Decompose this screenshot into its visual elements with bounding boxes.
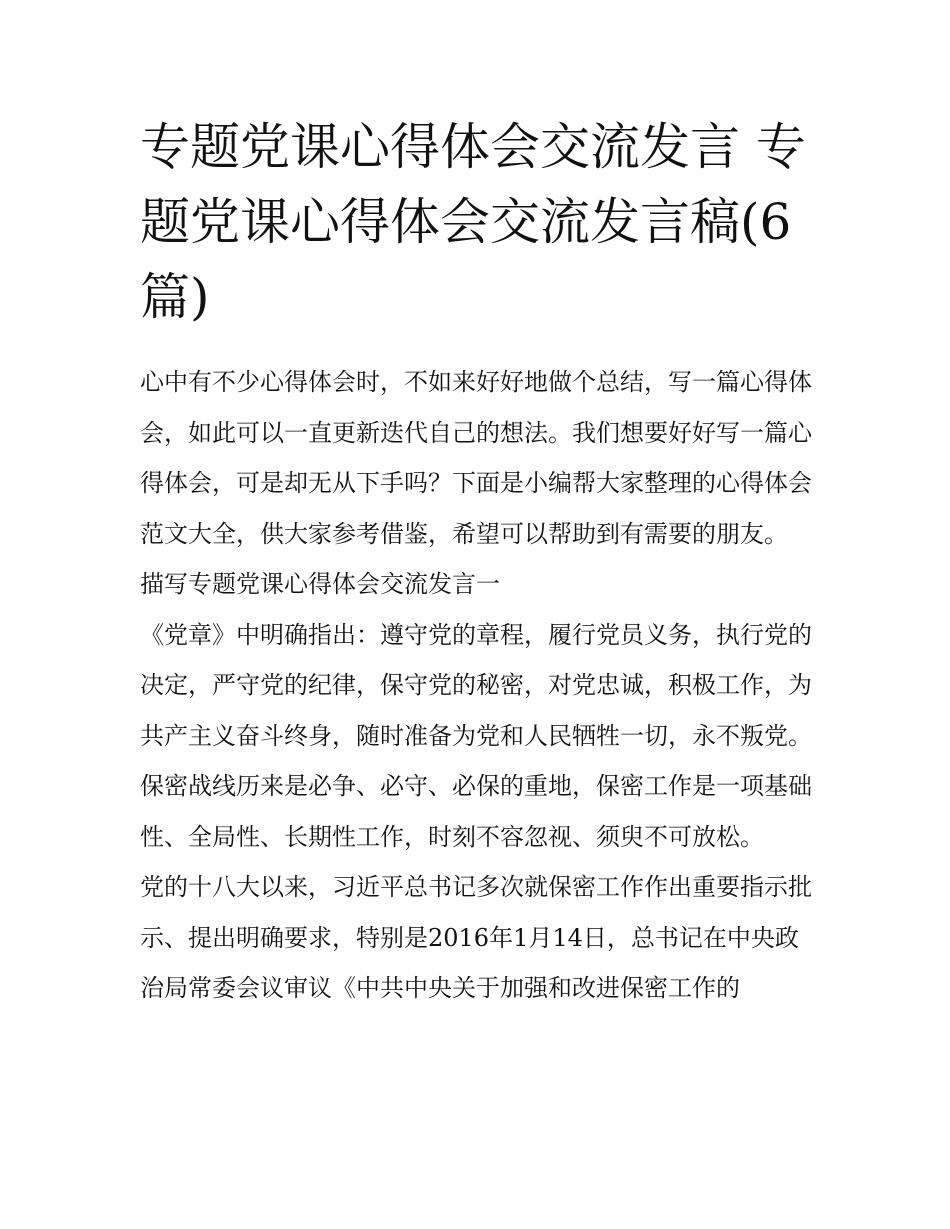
body-paragraph-1: 《党章》中明确指出：遵守党的章程，履行党员义务，执行党的决定，严守党的纪律，保守党的秘密，对党忠诚，积极工作，为共产主义奋斗终身，随时准备为党和人民牺牲一切，永不叛党。保密战线历来是必争、必守、必保的重地，保密工作是一项基础性、全局性、长期性工作，时刻不容忽视、须臾不可放松。 bbox=[140, 620, 812, 851]
section-heading: 描写专题党课心得体会交流发言一 bbox=[140, 570, 500, 598]
document-body bbox=[140, 357, 812, 1014]
body-paragraph-2: 党的十八大以来，习近平总书记多次就保密工作作出重要指示批示、提出明确要求，特别是2016年1月14日，总书记在中央政治局常委会议审议《中共中央关于加强和改进保密工作的 bbox=[140, 873, 812, 1002]
intro-paragraph: 心中有不少心得体会时，不如来好好地做个总结，写一篇心得体会，如此可以一直更新迭代自己的想法。我们想要好好写一篇心得体会，可是却无从下手吗？下面是小编帮大家整理的心得体会范文大全，供大家参考借鉴，希望可以帮助到有需要的朋友。 bbox=[140, 368, 812, 548]
document-page bbox=[140, 110, 812, 1014]
document-title: 专题党课心得体会交流发言 专题党课心得体会交流发言稿(6篇) bbox=[140, 118, 806, 326]
